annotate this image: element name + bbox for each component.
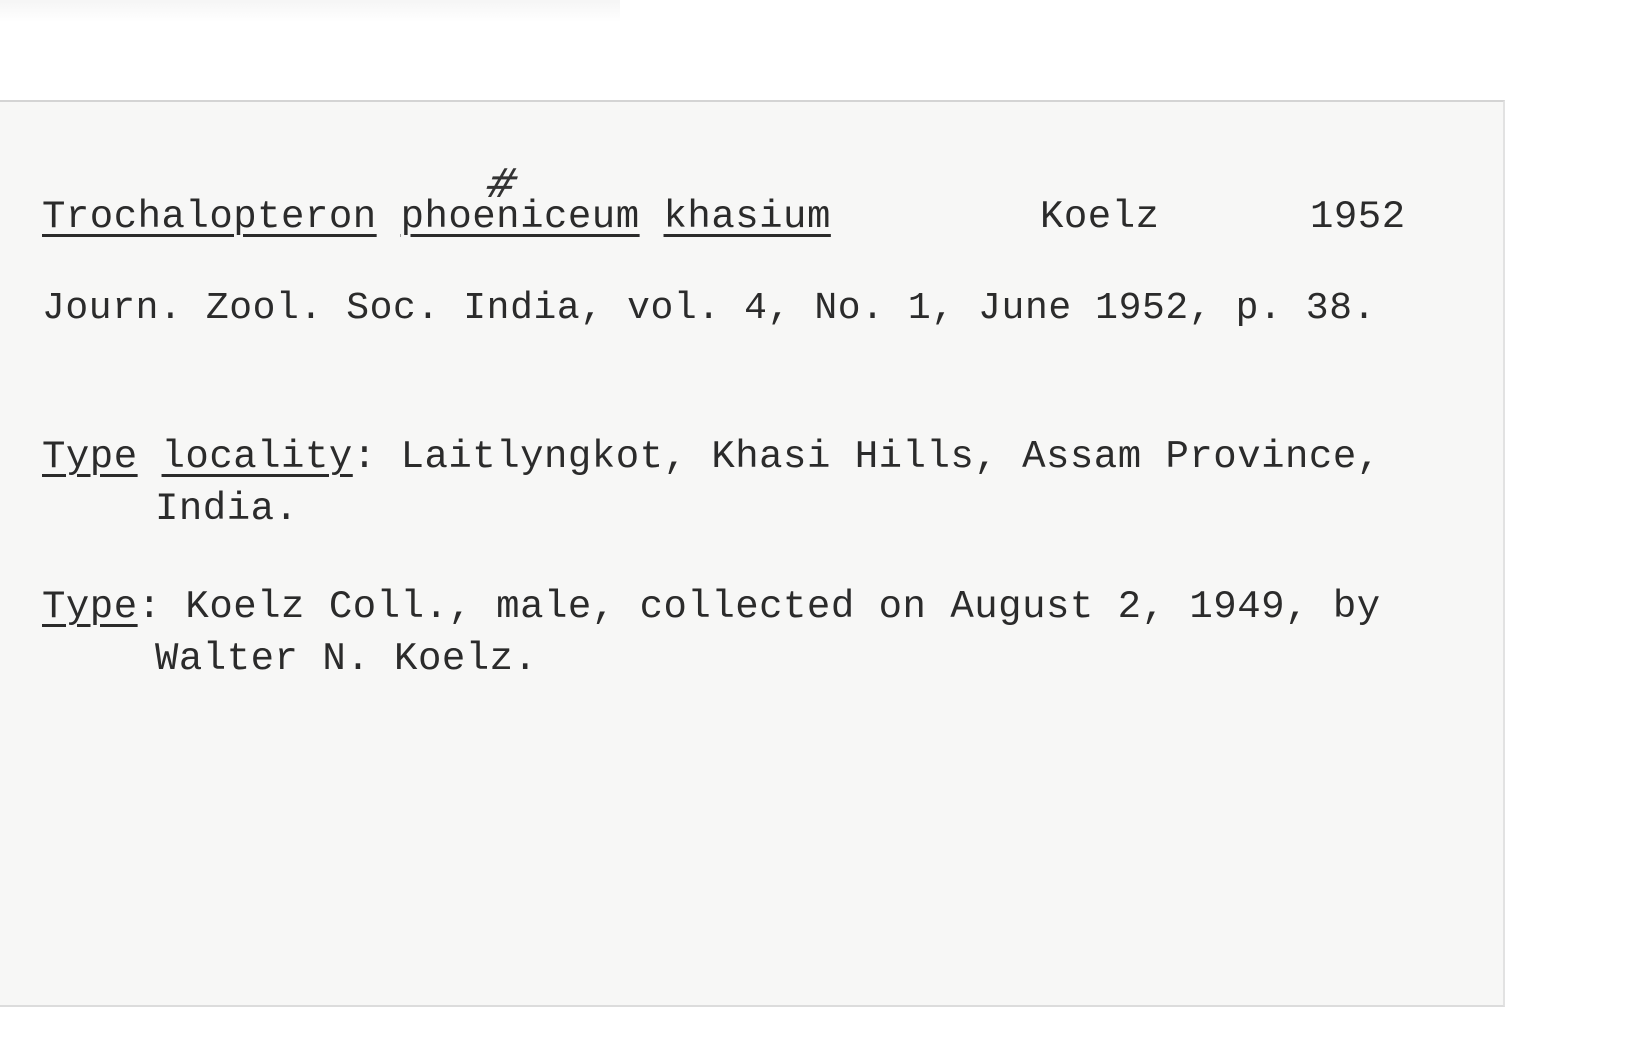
type-locality-line1: [42, 435, 1381, 479]
genus-name: Trochalopteron: [42, 195, 377, 239]
title-line: [42, 195, 831, 239]
type-locality-label-locality: locality: [161, 435, 353, 479]
citation-line: Journ. Zool. Soc. India, vol. 4, No. 1, June 1952, p. 38.: [42, 287, 1377, 330]
scan-edge-artifact: [0, 0, 620, 22]
type-line2: Walter N. Koelz.: [155, 637, 538, 681]
author-name: Koelz: [1040, 195, 1160, 239]
type-locality-line2: India.: [155, 487, 299, 531]
type-locality-colon: :: [352, 435, 377, 479]
type-label: Type: [42, 585, 138, 629]
type-locality-text: Laitlyngkot, Khasi Hills, Assam Province,: [376, 435, 1381, 479]
handwritten-hash-mark: #: [477, 161, 526, 207]
type-text: Koelz Coll., male, collected on August 2, 1949, by: [161, 585, 1381, 629]
index-card: [0, 100, 1505, 1007]
type-locality-label-type: Type: [42, 435, 138, 479]
subspecies-name: khasium: [663, 195, 831, 239]
type-colon: :: [137, 585, 162, 629]
species-name: phoeniceum: [400, 195, 640, 239]
type-line1: [42, 585, 1381, 629]
publication-year: 1952: [1310, 195, 1406, 239]
